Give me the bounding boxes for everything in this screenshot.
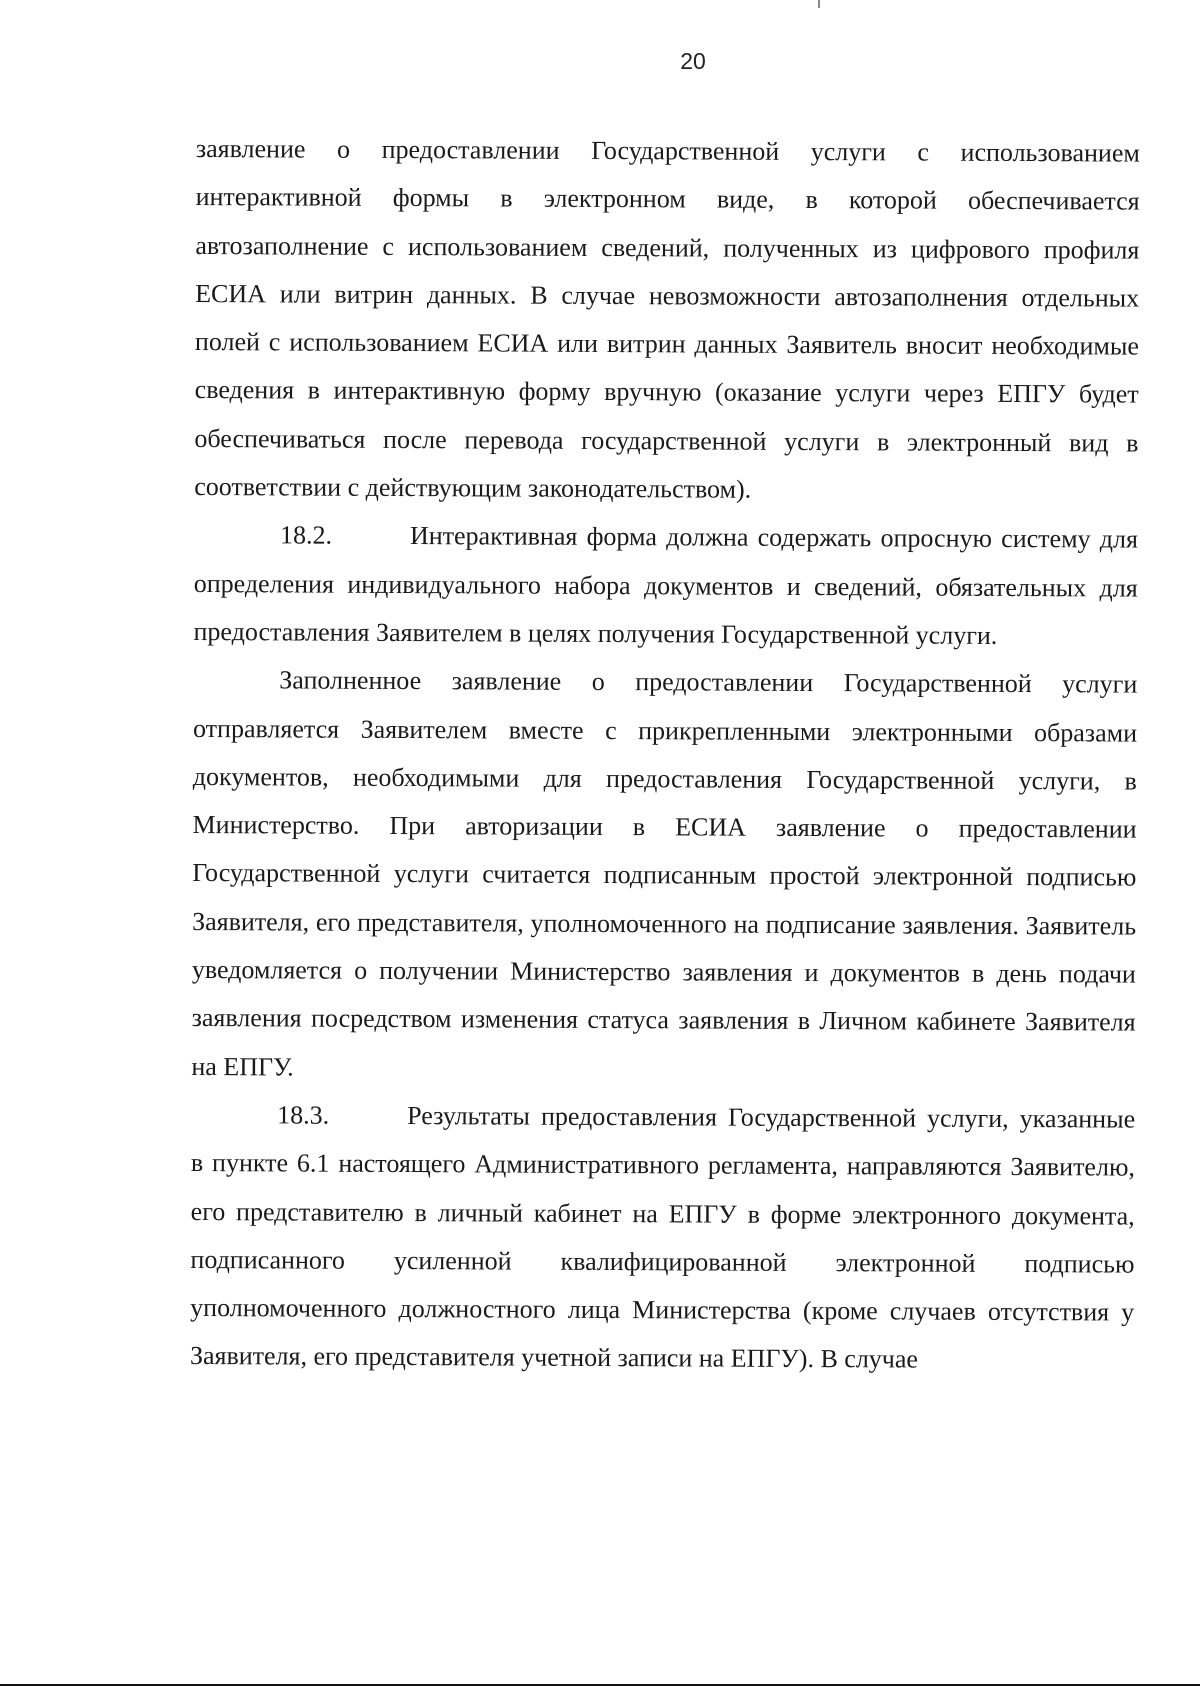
paragraph-text: Заполненное заявление о предоставлении Государственной услуги отправляется Заявителем вместе с прикрепленными электронными образами документов, необходимыми для предоставления Государственной услуги, в Министерство. При авторизации в ЕСИА заявление о предоставлении Государственной услуги считается подписанным простой электронной подписью Заявителя, его представителя, уполномоченного на подписание заявления. Заявитель уведомляется о получении Министерство заявления и документов в день подачи заявления посредством изменения статуса заявления в Личном кабинете Заявителя на ЕПГУ. xyxy=(191,665,1138,1082)
paragraph-18-2 xyxy=(193,511,1138,661)
paragraph-submission xyxy=(191,656,1137,1095)
paragraph-text: Интерактивная форма должна содержать опросную систему для определения индивидуального набора документов и сведений, обязательных для предоставления Заявителем в целях получения Государственной услуги. xyxy=(193,521,1139,650)
page-number: 20 xyxy=(680,48,706,74)
clause-number: 18.2. xyxy=(279,520,333,551)
paragraph-18-3 xyxy=(190,1091,1135,1385)
paragraph-text: заявление о предоставлении Государственной услуги с использованием интерактивной формы в электронном виде, в которой обеспечивается автозаполнение с использованием сведений, полученных из цифрового профиля ЕСИА или витрин данных. В случае невозможности автозаполнения отдельных полей с использованием ЕСИА или витрин данных Заявитель вносит необходимые сведения в интерактивную форму вручную (оказание услуги через ЕПГУ будет обеспечиваться после перевода государственной услуги в электронный вид в соответствии с действующим законодательством). xyxy=(194,133,1140,504)
paragraph-continuation xyxy=(194,125,1140,516)
scan-mark xyxy=(818,0,820,8)
paragraph-text: Результаты предоставления Государственной услуги, указанные в пункте 6.1 настоящего Административного регламента, направляются Заявителю, его представителю в личный кабинет на ЕПГУ в форме электронного документа, подписанного усиленной квалифицированной электронной подписью уполномоченного должностного лица Министерства (кроме случаев отсутствия у Заявителя, его представителя учетной записи на ЕПГУ). В случае xyxy=(189,1100,1136,1374)
page-bottom-edge xyxy=(0,1684,1200,1686)
clause-number: 18.3. xyxy=(277,1100,330,1130)
document-body xyxy=(190,125,1140,1385)
